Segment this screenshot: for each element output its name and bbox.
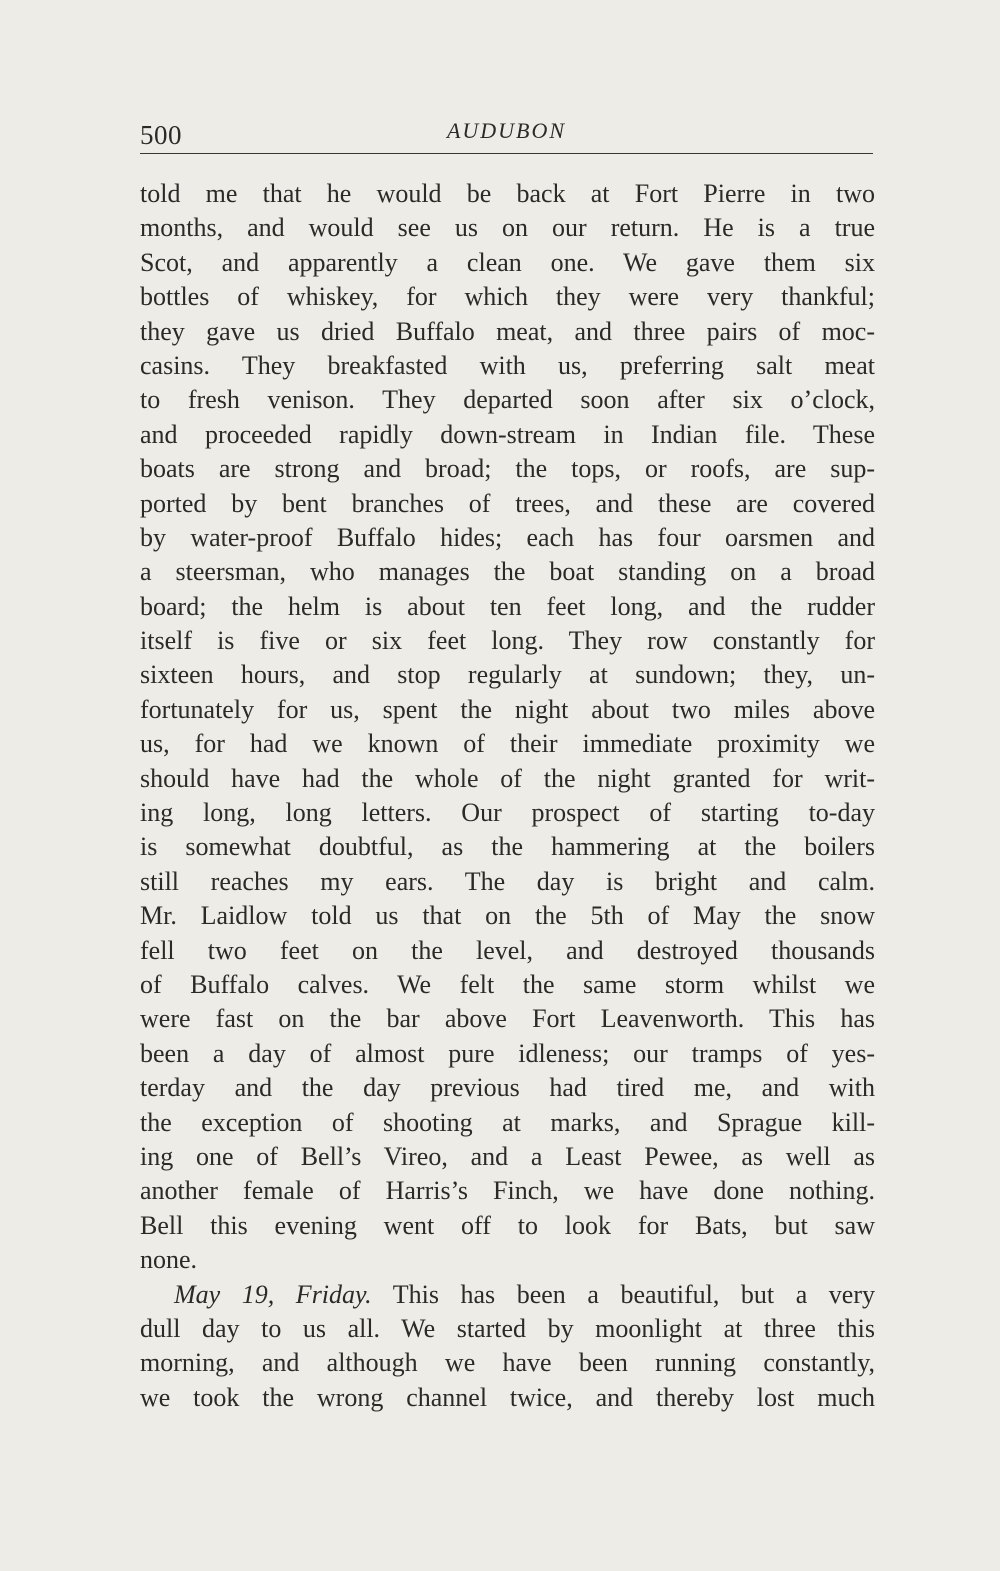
paragraph (140, 1278, 875, 1416)
text-line: told me that he would be back at Fort Pierre in two (140, 179, 875, 208)
text-line: sixteen hours, and stop regularly at sundown; they, un- (140, 660, 875, 690)
text-line: is somewhat doubtful, as the hammering at the boilers (140, 832, 875, 862)
text-line: casins. They breakfasted with us, preferring salt meat (140, 350, 875, 380)
text-line: Mr. Laidlow told us that on the 5th of May the snow (140, 901, 875, 931)
header-rule (140, 153, 873, 154)
text-line: ing one of Bell’s Vireo, and a Least Pewee, as well as (140, 1141, 875, 1171)
text-line (140, 1278, 875, 1312)
page-number: 500 (140, 120, 182, 150)
text-line: fell two feet on the level, and destroyed thousands (140, 935, 875, 965)
text-line: board; the helm is about ten feet long, and the rudder (140, 591, 875, 621)
text-fragment: This has been a beautiful, but a very (371, 1279, 875, 1309)
text-line: itself is five or six feet long. They row constantly for (140, 626, 875, 656)
running-head: AUDUBON (446, 118, 567, 143)
text-line: to fresh venison. They departed soon after six o’clock, (140, 385, 875, 415)
text-line: another female of Harris’s Finch, we have done nothing. (140, 1176, 875, 1206)
text-line: boats are strong and broad; the tops, or roofs, are sup- (140, 454, 875, 484)
text-line: dull day to us all. We started by moonlight at three this (140, 1313, 875, 1343)
text-line: by water-proof Buffalo hides; each has four oarsmen and (140, 522, 875, 552)
text-line: months, and would see us on our return. He is a true (140, 213, 875, 243)
text-line: us, for had we known of their immediate proximity we (140, 729, 875, 759)
text-line: been a day of almost pure idleness; our tramps of yes- (140, 1038, 875, 1068)
text-line: none. (140, 1245, 198, 1275)
text-line: Scot, and apparently a clean one. We gave them six (140, 247, 875, 277)
text-line: still reaches my ears. The day is bright and calm. (140, 866, 875, 896)
text-line: should have had the whole of the night granted for writ- (140, 763, 875, 793)
text-line: ing long, long letters. Our prospect of starting to-day (140, 798, 875, 828)
text-line: fortunately for us, spent the night about two miles above (140, 694, 875, 724)
page-header (140, 112, 873, 156)
body-text (140, 177, 875, 1415)
text-line: bottles of whiskey, for which they were very thankful; (140, 282, 875, 312)
text-line: Bell this evening went off to look for Bats, but saw (140, 1210, 875, 1240)
text-line: of Buffalo calves. We felt the same storm whilst we (140, 969, 875, 999)
text-line: were fast on the bar above Fort Leavenworth. This has (140, 1004, 875, 1034)
journal-date: May 19, Friday. (174, 1279, 372, 1309)
text-line: and proceeded rapidly down-stream in Indian file. These (140, 419, 875, 449)
text-line: ported by bent branches of trees, and these are covered (140, 488, 875, 518)
text-line: the exception of shooting at marks, and Sprague kill- (140, 1107, 875, 1137)
text-line: they gave us dried Buffalo meat, and three pairs of moc- (140, 316, 875, 346)
text-line: we took the wrong channel twice, and thereby lost much (140, 1382, 875, 1412)
paragraph (140, 177, 875, 1278)
text-line: a steersman, who manages the boat standing on a broad (140, 557, 875, 587)
text-line: terday and the day previous had tired me, and with (140, 1073, 875, 1103)
text-line: morning, and although we have been running constantly, (140, 1348, 875, 1378)
